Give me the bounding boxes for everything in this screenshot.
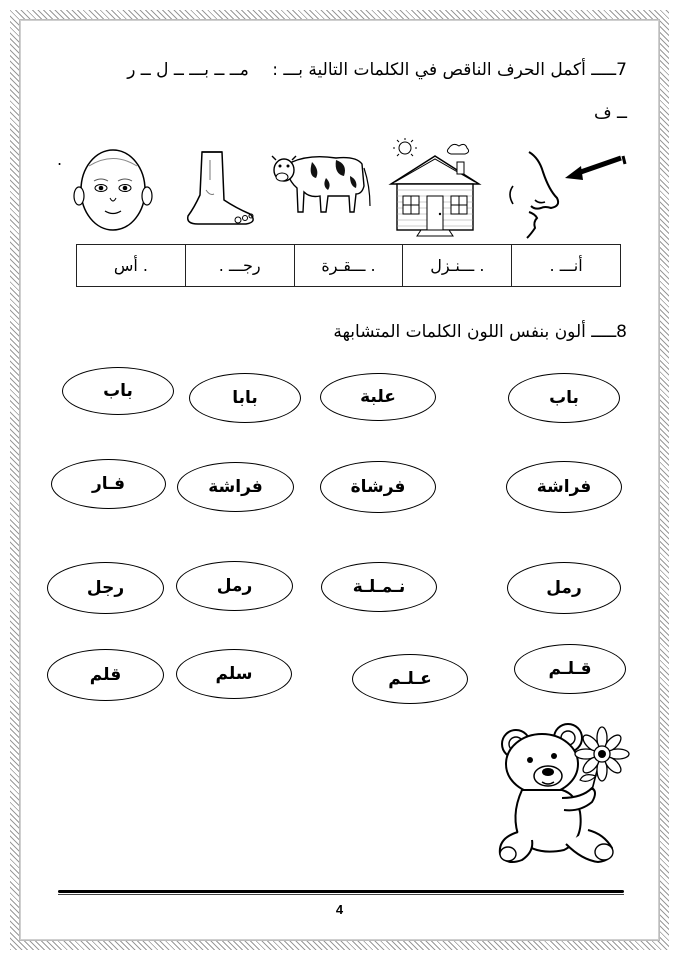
oval-word: فرشاة [350,477,406,497]
oval-word: نـمـلـة [352,577,406,597]
cow-icon [270,146,378,218]
teddy-bear-icon [492,720,632,870]
word-oval[interactable] [508,373,620,423]
word-oval[interactable] [177,462,294,512]
footer-divider-thin [58,894,624,895]
oval-word: سلم [215,664,253,684]
missing-letter-words-table [76,244,621,287]
oval-word: باب [549,388,579,408]
word-oval[interactable] [176,649,292,699]
word-cell[interactable]: رجـــ . [185,245,294,287]
word-oval[interactable] [320,373,436,421]
word-oval[interactable] [47,649,164,701]
word-oval[interactable] [176,561,293,611]
face-icon [73,146,153,234]
word-oval[interactable] [352,654,468,704]
question-7-letters-line2: ــ ف [594,103,627,123]
question-7-text: 7ـــــ أكمل الحرف الناقص في الكلمات التالية بـــ : [272,60,627,80]
footer-divider [58,890,624,893]
foot-icon [180,150,260,228]
stray-dot: . [57,150,63,169]
oval-word: رمل [216,576,253,596]
oval-word: فـار [91,474,126,494]
oval-word: قلم [89,665,122,685]
question-7-pictures [65,138,635,248]
oval-word: عـلـم [388,669,432,689]
word-oval[interactable] [507,562,621,614]
oval-word: رجل [86,578,125,598]
oval-word: رمل [546,578,582,598]
word-oval[interactable] [514,644,626,694]
oval-word: قـلـم [548,659,592,679]
word-oval[interactable] [47,562,164,614]
word-oval[interactable] [320,461,436,513]
word-oval[interactable] [506,461,622,513]
oval-word: فراشة [536,477,592,497]
oval-word: فراشة [208,477,263,497]
word-cell[interactable]: أنـــ . [512,245,621,287]
word-cell[interactable]: . ـــقـرة [294,245,403,287]
word-oval[interactable] [321,562,437,612]
question-7-letters: مــ ــ بـــ ــ ل ــ ر [127,60,249,80]
oval-word: علبة [360,387,396,407]
house-icon [383,138,487,240]
word-oval[interactable] [51,459,166,509]
question-8-prompt: 8ـــــ ألون بنفس اللون الكلمات المتشابهة [333,322,627,342]
word-cell[interactable]: . ـــنـزل [403,245,512,287]
nose-icon [505,144,635,244]
word-oval[interactable] [62,367,174,415]
word-cell[interactable]: . أس [77,245,186,287]
oval-word: بابا [232,388,258,408]
question-7-prompt [47,60,627,80]
word-oval[interactable] [189,373,301,423]
oval-word: باب [103,381,133,401]
page-number: 4 [335,902,344,917]
